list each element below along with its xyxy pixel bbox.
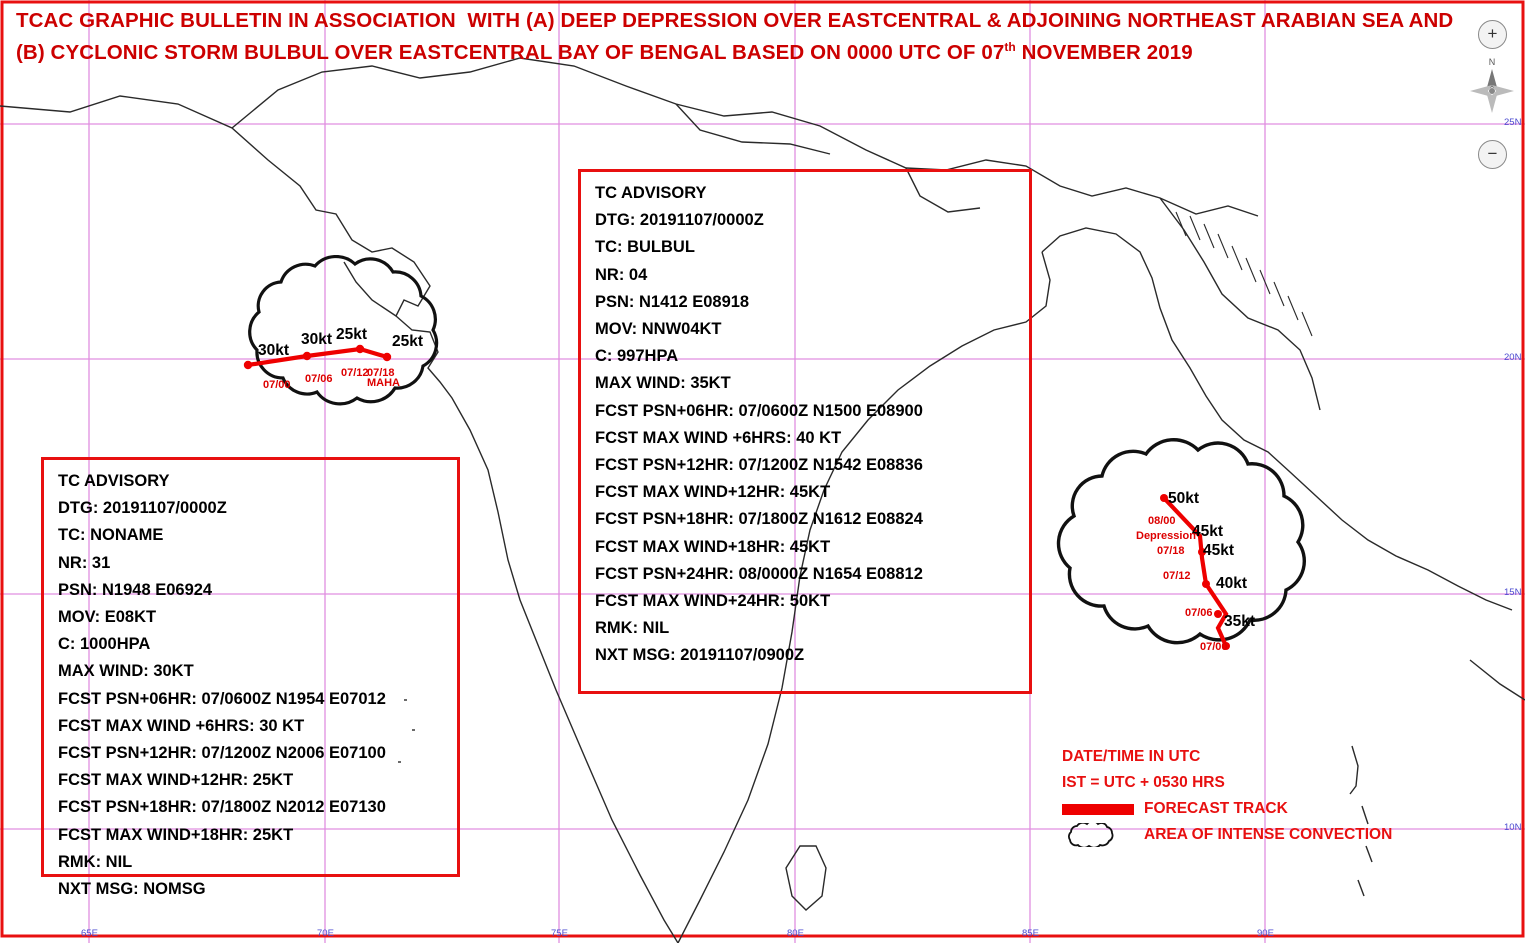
advisory-heading: TC ADVISORY	[58, 472, 170, 490]
advisory-line-fcst-wind-18: FCST MAX WIND+18HR: 25KT	[58, 825, 294, 844]
advisory-line-tc: TC: BULBUL	[595, 238, 695, 257]
bulbul-depression-label: Depression	[1136, 530, 1196, 542]
title-line-2-sup: th	[1004, 40, 1016, 54]
legend-ist-text: IST = UTC + 0530 HRS	[1062, 774, 1225, 791]
advisory-box-bulbul	[578, 169, 1032, 694]
maha-time-label: 07/00	[263, 379, 291, 391]
title-line-3: NOVEMBER 2019	[1021, 40, 1193, 64]
legend-ist-note	[1062, 770, 1462, 796]
advisory-line-psn: PSN: N1948 E06924	[58, 580, 213, 599]
advisory-line-nxtmsg: NXT MSG: 20191107/0900Z	[595, 646, 805, 665]
lon-tick: 90E	[1257, 928, 1274, 939]
advisory-line-nr: NR: 31	[58, 553, 111, 572]
advisory-line-maxwind: MAX WIND: 30KT	[58, 662, 194, 681]
forecast-track-swatch	[1062, 804, 1134, 815]
compass-icon[interactable]	[1465, 55, 1519, 125]
legend-track-label: FORECAST TRACK	[1144, 800, 1288, 817]
lat-tick: 10N	[1504, 822, 1522, 833]
advisory-line-rmk: RMK: NIL	[58, 852, 133, 871]
maha-wind-label: 30kt	[301, 331, 333, 348]
advisory-line-nxtmsg: NXT MSG: NOMSG	[58, 880, 206, 899]
advisory-line-fcst-wind-12: FCST MAX WIND+12HR: 45KT	[595, 483, 831, 502]
advisory-line-fcst-wind-12: FCST MAX WIND+12HR: 25KT	[58, 771, 294, 790]
title-line-1: TCAC GRAPHIC BULLETIN IN ASSOCIATION WITH (A) DEEP DEPRESSION OVER EASTCENTRAL & ADJOINING NORTHEAST	[16, 9, 1256, 32]
advisory-line-nr: NR: 04	[595, 265, 648, 284]
bulbul-time-label: 07/06	[1185, 607, 1213, 619]
advisory-line-rmk: RMK: NIL	[595, 619, 670, 638]
bulbul-time-label: 07/00	[1200, 641, 1228, 653]
advisory-line-fcst-psn-12: FCST PSN+12HR: 07/1200Z N2006 E07100	[58, 744, 386, 763]
advisory-line-maxwind: MAX WIND: 35KT	[595, 374, 731, 393]
bulbul-time-label: 07/12	[1163, 570, 1191, 582]
advisory-line-fcst-psn-06: FCST PSN+06HR: 07/0600Z N1954 E07012	[58, 689, 386, 708]
lat-tick: 20N	[1504, 352, 1522, 363]
advisory-line-tc: TC: NONAME	[58, 526, 164, 545]
advisory-heading: TC ADVISORY	[595, 184, 707, 202]
legend-datetime-note	[1062, 744, 1462, 770]
maha-name-label: MAHA	[367, 377, 400, 389]
advisory-line-mov: MOV: E08KT	[58, 608, 157, 627]
advisory-line-fcst-wind-18: FCST MAX WIND+18HR: 45KT	[595, 537, 831, 556]
advisory-line-fcst-wind-06: FCST MAX WIND +6HRS: 40 KT	[595, 428, 842, 447]
maha-wind-label: 25kt	[336, 326, 368, 343]
bulbul-storm-graphic	[1030, 428, 1380, 693]
advisory-line-fcst-wind-24: FCST MAX WIND+24HR: 50KT	[595, 592, 831, 611]
lat-tick: 25N	[1504, 117, 1522, 128]
legend	[1062, 744, 1462, 848]
zoom-out-button[interactable]: −	[1478, 140, 1507, 169]
advisory-line-pressure: C: 1000HPA	[58, 635, 151, 654]
advisory-line-fcst-psn-06: FCST PSN+06HR: 07/0600Z N1500 E08900	[595, 401, 923, 420]
lon-tick: 70E	[317, 928, 334, 939]
bulbul-wind-label: 45kt	[1192, 523, 1224, 540]
lon-tick: 80E	[787, 928, 804, 939]
bulbul-time-label: 08/00	[1148, 515, 1176, 527]
advisory-line-mov: MOV: NNW04KT	[595, 320, 722, 339]
lon-tick: 75E	[551, 928, 568, 939]
maha-time-label: 07/12	[341, 367, 369, 379]
advisory-line-psn: PSN: N1412 E08918	[595, 292, 750, 311]
maha-wind-label: 30kt	[258, 342, 290, 359]
lon-tick: 85E	[1022, 928, 1039, 939]
advisory-line-dtg: DTG: 20191107/0000Z	[58, 499, 227, 518]
legend-datetime-text: DATE/TIME IN UTC	[1062, 748, 1201, 765]
bulbul-wind-label: 50kt	[1168, 490, 1200, 507]
lat-tick: 15N	[1504, 587, 1522, 598]
convection-cloud-icon	[1062, 823, 1134, 847]
maha-wind-label: 25kt	[392, 333, 424, 350]
advisory-line-fcst-psn-24: FCST PSN+24HR: 08/0000Z N1654 E08812	[595, 564, 923, 583]
page-title	[16, 8, 1476, 66]
title-line-2: ARABIAN SEA AND (B) CYCLONIC STORM BULBUL OVER EASTCENTRAL BAY OF BENGAL BASED ON 0000 UTC OF 07	[16, 9, 1460, 64]
bulbul-wind-label: 40kt	[1216, 575, 1248, 592]
advisory-line-fcst-psn-12: FCST PSN+12HR: 07/1200Z N1542 E08836	[595, 456, 923, 475]
zoom-in-button[interactable]: +	[1478, 20, 1507, 49]
advisory-line-fcst-psn-18: FCST PSN+18HR: 07/1800Z N1612 E08824	[595, 510, 923, 529]
advisory-line-fcst-psn-18: FCST PSN+18HR: 07/1800Z N2012 E07130	[58, 798, 386, 817]
advisory-line-dtg: DTG: 20191107/0000Z	[595, 211, 764, 230]
bulbul-wind-label: 35kt	[1224, 613, 1256, 630]
maha-time-label: 07/06	[305, 373, 333, 385]
advisory-box-noname	[41, 457, 460, 899]
maha-time-label: 07/18	[367, 367, 395, 379]
svg-text:N: N	[1488, 57, 1496, 67]
lon-tick: 65E	[81, 928, 98, 939]
maha-storm-graphic	[215, 255, 485, 440]
legend-convection-label: AREA OF INTENSE CONVECTION	[1144, 826, 1393, 843]
advisory-line-fcst-wind-06: FCST MAX WIND +6HRS: 30 KT	[58, 716, 305, 735]
advisory-line-pressure: C: 997HPA	[595, 347, 679, 366]
bulbul-time-label: 07/18	[1157, 545, 1185, 557]
bulbul-wind-label: 45kt	[1203, 542, 1235, 559]
legend-track-row	[1062, 796, 1462, 822]
legend-convection-row	[1062, 822, 1462, 848]
